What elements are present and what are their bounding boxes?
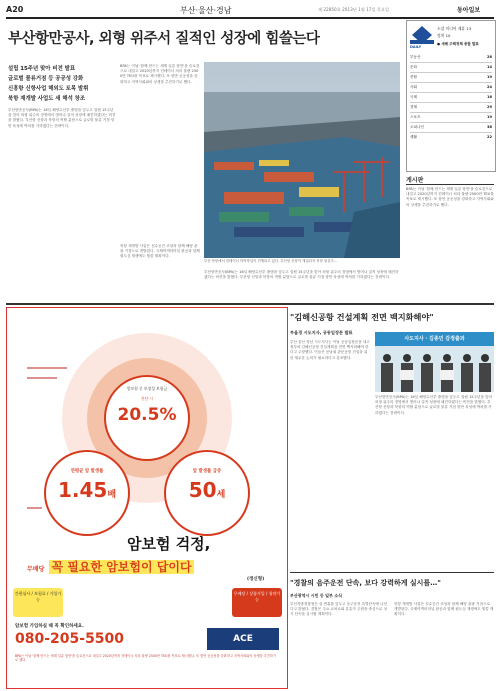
- ad-rate-label: 진단 시: [140, 396, 154, 401]
- ad-fineprint: BPA는 이날 '함께 만드는 세계 일류 항만'을 슬로건으로 내걸고 2020년까지 컨테이너 처리 물량 2500만 TEU를 목표로 제시했다. 또 항만 공공성을 강화하고 지역사회와의 상생을 추진하기로 했다.: [15, 654, 276, 663]
- index-list: [410, 53, 492, 142]
- ad-prefix: 무배당: [27, 566, 45, 573]
- opinion-rule: [290, 572, 494, 573]
- ad-phone-label: 암보험 가입하실 때 꼭 확인하세요.: [15, 624, 84, 629]
- index-row-label: 정치: [437, 33, 445, 38]
- paper-logo-icon: [410, 25, 434, 45]
- index-item-label: 사회: [410, 85, 417, 89]
- opinion-body-4: 북항 재개발 사업은 친수공간 조성과 함께 해양 관광 거점으로 개발된다. 국제여객터미널 완공과 함께 원도심 재생에도 힘쓸 계획이다.: [394, 602, 494, 617]
- subhead-block: [8, 64, 116, 104]
- ad-sub-tag: (갱신형): [247, 577, 265, 582]
- index-item[interactable]: [410, 113, 492, 123]
- ad-left-unit: 배: [107, 490, 117, 500]
- index-item-label: 부동산: [410, 55, 421, 59]
- index-row-label: 소셜 미디어 제휴: [437, 26, 466, 31]
- index-item[interactable]: [410, 83, 492, 93]
- ad-left-value: 1.45: [57, 478, 108, 502]
- index-item-label: 문화: [410, 65, 417, 69]
- ad-badge-top: 암보험 중 보장성 보험금: [126, 386, 168, 391]
- index-item[interactable]: [410, 123, 492, 133]
- article-column-2b: 북항 재개발 사업은 친수공간 조성과 함께 해양 관광 거점으로 개발된다. 국제여객터미널 완공과 함께 원도심 재생에도 힘쓸 계획이다.: [120, 244, 200, 259]
- index-item-page: 22: [486, 135, 492, 139]
- index-item[interactable]: [410, 63, 492, 73]
- ad-big-rate: 20.5%: [117, 405, 177, 425]
- ad-company-logo: ACE: [207, 628, 279, 650]
- index-row-page: 10: [445, 33, 451, 38]
- header-rule: [6, 17, 494, 19]
- index-item-page: 16: [486, 95, 492, 99]
- index-row-1[interactable]: [437, 26, 471, 32]
- ad-left-title: 연평균 암 발생률: [70, 469, 104, 474]
- index-item[interactable]: [410, 73, 492, 83]
- ceremony-photo: [375, 332, 494, 392]
- opinion-sub-2: 부산광역시 시민 등 일부 소식: [290, 593, 342, 598]
- index-row-page: 13: [466, 26, 472, 31]
- ad-product-line: 꼭 필요한 암보험이 답이다: [51, 560, 192, 574]
- ad-right-title: 암 발생률 급증: [192, 469, 222, 474]
- opinion-body-3: 부산지방경찰청은 설 연휴를 앞두고 음주운전 특별단속에 나선다고 밝혔다. 경찰은 주요 교차로와 유흥가 주변을 중심으로 상시 단속을 실시할 계획이다.: [290, 602, 388, 617]
- newspaper-name: 동아일보: [457, 7, 481, 14]
- opinion-body-2: 부산항만공사(BPA)는 16일 해양수산부 출범을 앞두고 설립 15주년을 맞아 외형 위주의 경영에서 벗어나 질적 성장에 매진하겠다는 비전을 밝혔다. 부산항 신항과 북항의 역할 분담으로 글로벌 물류 거점 항만 육성에 박차를 가하겠다는 전략이다.: [375, 395, 493, 415]
- notice-title: 게시판: [406, 177, 424, 184]
- opinion-headline-1: "김해신공항 건설계획 전면 백지화해야": [290, 312, 434, 322]
- ad-right-stat: [170, 478, 244, 502]
- opinion-headline-2: "경찰의 음주운전 단속, 보다 강력하게 실시를…": [290, 579, 441, 587]
- ceremony-banner: 사도지사 · 김종민 감정출과: [375, 332, 494, 346]
- date-line: 제 22850호 2013년 1월 17일 목요일: [318, 7, 389, 12]
- index-item-label: 경제: [410, 105, 417, 109]
- page-number: A20: [6, 5, 24, 14]
- index-item[interactable]: [410, 93, 492, 103]
- index-item-label: 생활: [410, 135, 417, 139]
- index-item[interactable]: [410, 133, 492, 142]
- section-rule: [6, 303, 494, 305]
- ad-right-unit: 세: [216, 490, 226, 500]
- ad-headline-1: 암보험 걱정,: [127, 535, 211, 553]
- ad-right-value: 50: [188, 478, 217, 502]
- subhead-1: 설립 15주년 맞아 비전 발표: [8, 66, 76, 72]
- index-box: [406, 20, 496, 172]
- opinion-sub-1: 부울경 시도지사, 공동입장문 발표: [290, 330, 353, 335]
- section-title: 부산·울산·경남: [180, 6, 232, 15]
- index-subtitle: ● 새해 주택정책 종합 발표: [437, 42, 479, 46]
- ad-footer: [7, 620, 287, 688]
- index-item-page: 24: [486, 85, 492, 89]
- index-brand: DAILY: [410, 45, 422, 49]
- index-item[interactable]: [410, 103, 492, 113]
- subhead-2: 글로벌 물류거점 등 공공성 강화: [8, 76, 84, 82]
- main-headline: 부산항만공사, 외형 위주서 질적인 성장에 힘쓸는다: [8, 31, 320, 47]
- opinion-body-1: 부산 울산 경남 시도지사는 이날 공동입장문을 내고 정부의 김해신공항 건설계획을 전면 백지화해야 한다고 주장했다. 이들은 동남권 관문공항 건설을 위한 새로운 논의가 필요하다고 강조했다.: [290, 340, 370, 360]
- port-photo: [204, 62, 400, 258]
- index-item-page: 19: [486, 75, 492, 79]
- index-item-label: 국제: [410, 95, 417, 99]
- notice-body: BPA는 이날 '함께 만드는 세계 일류 항만'을 슬로건으로 내걸고 2020년까지 컨테이너 처리 물량 2500만 TEU를 목표로 제시했다. 또 항만 공공성을 강화하고 지역사회와의 상생을 추진하기로 했다.: [406, 187, 494, 207]
- index-item-page: 14: [486, 65, 492, 69]
- index-item[interactable]: [410, 53, 492, 63]
- index-item-page: 28: [486, 55, 492, 59]
- index-item-label: 스포츠: [410, 115, 421, 119]
- insurance-ad[interactable]: [6, 307, 288, 689]
- article-column-2: BPA는 이날 '함께 만드는 세계 일류 항만'을 슬로건으로 내걸고 2020년까지 컨테이너 처리 물량 2500만 TEU를 목표로 제시했다. 또 항만 공공성을 강화하고 지역사회와의 상생을 추진하기로 했다.: [120, 64, 200, 84]
- ad-phone-number[interactable]: 080-205-5500: [15, 631, 125, 647]
- ad-tag-right: 무배당 / 상품가입 / 청약가능: [232, 588, 282, 617]
- ad-tag-left: 간편심사 / 보험료 / 가입가능: [13, 588, 63, 617]
- notice-rule: [406, 184, 494, 185]
- index-item-page: 29: [486, 105, 492, 109]
- subhead-3: 신흥항 신항사업 해외도 토목 발휘: [8, 86, 89, 92]
- index-item-label: 종합: [410, 75, 417, 79]
- index-item-label: 오피니언: [410, 125, 424, 129]
- ad-headline-2: [27, 556, 194, 575]
- article-column-1: 부산항만공사(BPA)는 16일 해양수산부 출범을 앞두고 설립 15주년을 맞아 외형 위주의 경영에서 벗어나 질적 성장에 매진하겠다는 비전을 밝혔다. 부산항 신항과 북항의 역할 분담으로 글로벌 물류 거점 항만 육성에 박차를 가하겠다는 전략이다.: [8, 108, 116, 128]
- ad-left-stat: [50, 478, 124, 502]
- subhead-4: 북항 재개발 사업도 새 해석 창조: [8, 96, 86, 102]
- article-column-3: 부산항만공사(BPA)는 16일 해양수산부 출범을 앞두고 설립 15주년을 맞아 외형 위주의 경영에서 벗어나 질적 성장에 매진하겠다는 비전을 밝혔다. 부산항 신항과 북항의 역할 분담으로 글로벌 물류 거점 항만 육성에 박차를 가하겠다는 전략이다.: [204, 270, 399, 280]
- index-row-2[interactable]: [437, 33, 450, 39]
- index-item-page: 38: [486, 125, 492, 129]
- photo-caption: 부산 북항에서 컨테이너 하역작업이 진행되고 있다. 부산항 신항이 개설되자 북항 물류가...: [204, 259, 337, 263]
- index-item-page: 19: [486, 115, 492, 119]
